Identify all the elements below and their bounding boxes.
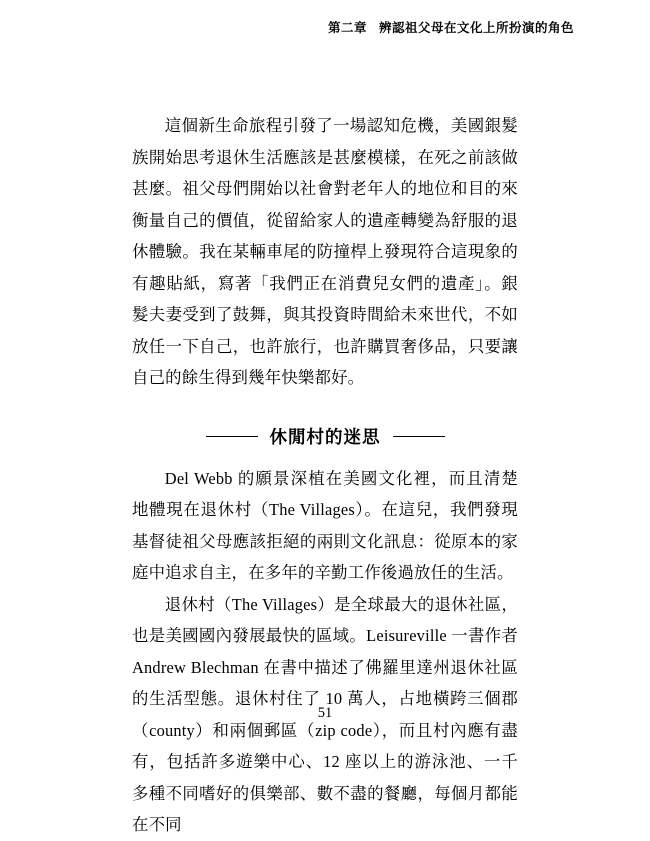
running-head-chapter: 第二章: [327, 21, 367, 35]
heading-rule-left: [206, 436, 258, 437]
paragraph-1: 這個新生命旅程引發了一場認知危機，美國銀髮族開始思考退休生活應該是甚麼模樣，在死之前該做甚麼。祖父母們開始以社會對老年人的地位和目的來衡量自己的價值，從留給家人的遺產轉變為舒服的退休體驗。我在某輛車尾的防撞桿上發現符合這現象的有趣貼紙，寫著「我們正在消費兒女們的遺產」。銀髮夫妻受到了鼓舞，與其投資時間給未來世代，不如放任一下自己，也許旅行，也許購買奢侈品，只要讓自己的餘生得到幾年快樂都好。: [132, 116, 518, 387]
section-heading: [132, 424, 518, 449]
paragraph-3: 退休村（The Villages）是全球最大的退休社區，也是美國國內發展最快的區域。Leisureville 一書作者 Andrew Blechman 在書中描述了佛羅里達州退休社區的生活型態。退休村住了 10 萬人，占地橫跨三個郡（county）和兩個郵區（zip code），而且村內應有盡有，包括許多遊樂中心、12 座以上的游泳池、一千多種不同嗜好的俱樂部、數不盡的餐廳，每個月都能在不同: [132, 594, 518, 834]
running-head: [328, 18, 574, 36]
running-head-title: 辨認祖父母在文化上所扮演的角色: [378, 21, 574, 35]
page-content: [132, 110, 518, 841]
heading-rule-right: [393, 436, 445, 437]
page-number: 51: [317, 705, 333, 721]
section-heading-label: 休閒村的迷思: [269, 426, 381, 447]
paragraph-2: Del Webb 的願景深植在美國文化裡，而且清楚地體現在退休村（The Villages）。在這兒，我們發現基督徒祖父母應該拒絕的兩則文化訊息：從原本的家庭中追求自主，在多年的辛勤工作後過放任的生活。: [132, 468, 518, 582]
